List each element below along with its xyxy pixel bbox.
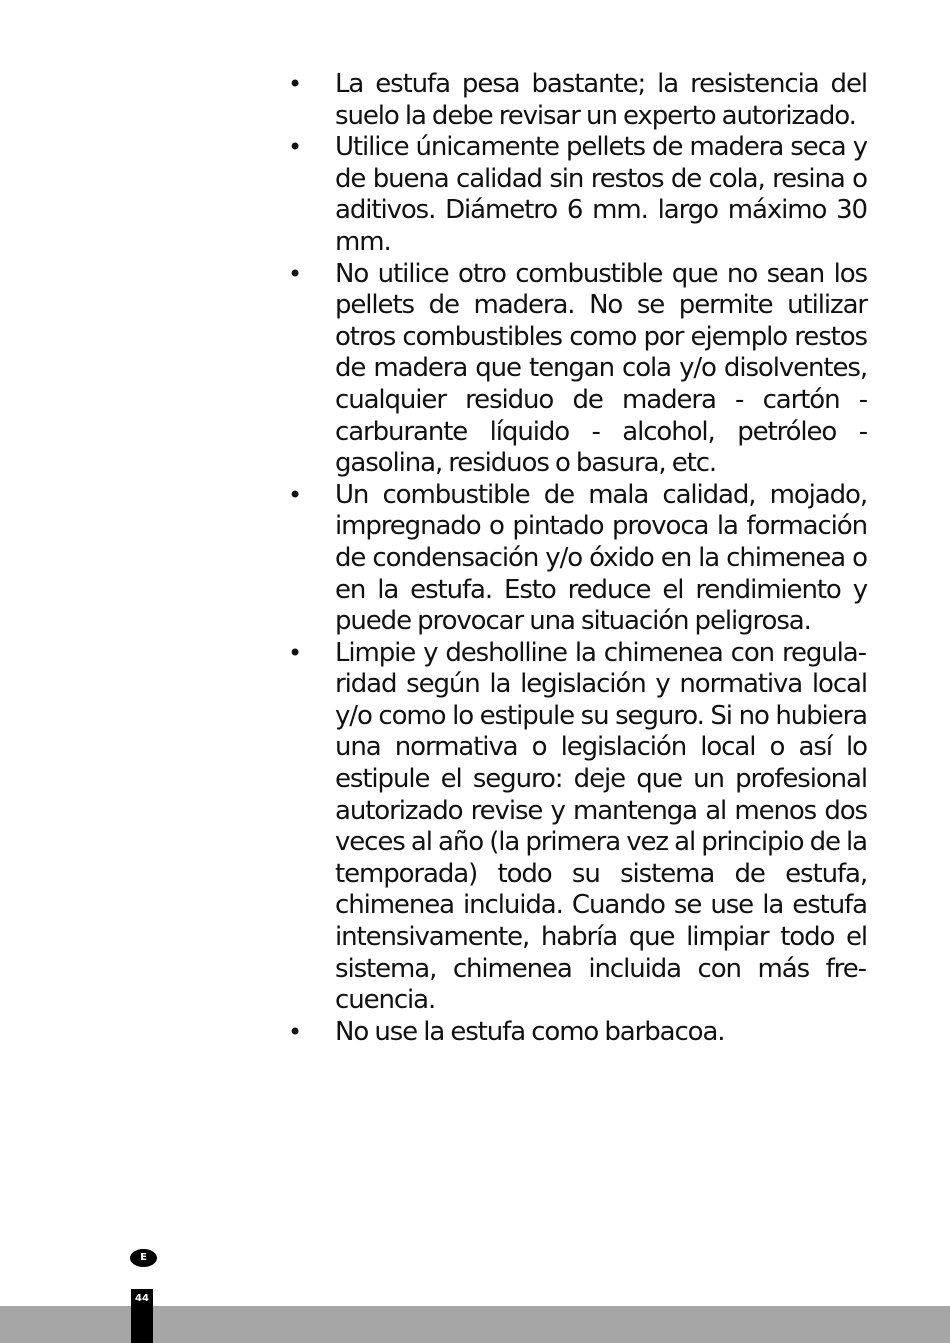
bullet-icon: •	[288, 638, 302, 667]
list-item	[284, 259, 867, 480]
bullet-icon: •	[288, 259, 302, 288]
language-badge: E	[130, 1249, 157, 1267]
list-item	[284, 638, 867, 1017]
list-item-text: No utilice otro combustible que no sean los pellets de madera. No se permite utilizar otros combustibles como por ejemplo restos de madera que tengan cola y/o disolventes, cualquier residuo de madera - cartón - carburante líquido - alcohol, petróleo - gasolina, residuos o basura, etc.	[335, 258, 867, 479]
list-item	[284, 480, 867, 638]
list-item-text: Un combustible de mala calidad, mojado, impregnado o pintado provoca la formación de condensación y/o óxido en la chimenea o en la estufa. Esto reduce el rendimiento y puede provocar una situación peligrosa.	[335, 479, 867, 637]
list-item-text: Utilice únicamente pellets de madera seca y de buena calidad sin restos de cola, resina o aditivos. Diámetro 6 mm. largo máximo 30 mm.	[335, 132, 867, 257]
list-item-text: La estufa pesa bastante; la resistencia del suelo la debe revisar un experto autorizado.	[335, 69, 867, 131]
list-item	[284, 132, 867, 258]
list-item	[284, 69, 867, 132]
bullet-icon: •	[288, 1017, 302, 1046]
list-item-text: Limpie y desholline la chimenea con regularidad según la legislación y normativa local y/o como lo estipule su seguro. Si no hubiera una normativa o legislación local o así lo estipule el seguro: deje que un profesional autorizado revise y mantenga al menos dos veces al año (la primera vez al principio de la temporada) todo su sistema de estufa, chimenea incluida. Cuando se use la estufa intensivamente, habría que limpiar todo el sistema, chimenea incluida con más frecuencia.	[335, 637, 867, 1016]
page-number: 44	[135, 1293, 149, 1304]
bullet-icon: •	[288, 70, 302, 98]
bullet-icon: •	[288, 133, 302, 162]
bullet-icon: •	[288, 480, 302, 509]
list-item	[284, 1017, 867, 1049]
list-item-text: No use la estufa como barbacoa.	[335, 1016, 725, 1047]
document-body	[284, 69, 867, 1048]
bullet-list	[284, 69, 867, 1048]
page-number-tab	[131, 1289, 153, 1343]
